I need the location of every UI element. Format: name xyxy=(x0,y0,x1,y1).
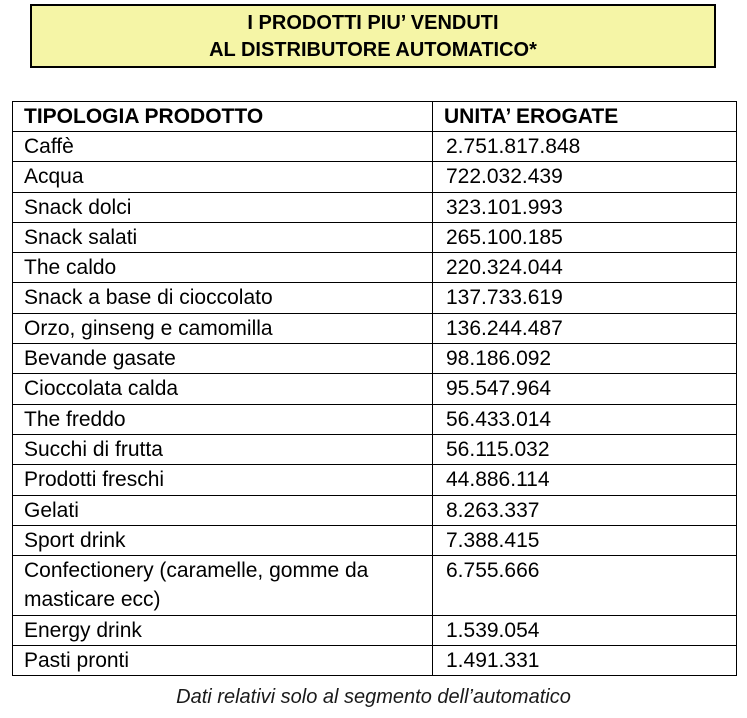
product-cell: Pasti pronti xyxy=(13,646,433,676)
table-row xyxy=(13,283,737,313)
table-row xyxy=(13,344,737,374)
table-row xyxy=(13,465,737,495)
table-body xyxy=(13,132,737,676)
product-cell: Snack a base di cioccolato xyxy=(13,283,433,313)
units-cell: 722.032.439 xyxy=(433,162,737,192)
footnote: Dati relativi solo al segmento dell’automatico xyxy=(176,686,571,708)
units-cell: 137.733.619 xyxy=(433,283,737,313)
product-cell: Prodotti freschi xyxy=(13,465,433,495)
table-row xyxy=(13,162,737,192)
product-cell: Succhi di frutta xyxy=(13,434,433,464)
units-cell: 220.324.044 xyxy=(433,253,737,283)
units-cell: 98.186.092 xyxy=(433,344,737,374)
table-row xyxy=(13,313,737,343)
units-cell: 1.539.054 xyxy=(433,615,737,645)
units-cell: 6.755.666 xyxy=(433,556,737,616)
table-row xyxy=(13,404,737,434)
title-box xyxy=(30,4,716,68)
units-cell: 56.115.032 xyxy=(433,434,737,464)
table-row xyxy=(13,132,737,162)
product-cell: Confectionery (caramelle, gomme da masticare ecc) xyxy=(13,556,433,616)
header-product-type: TIPOLOGIA PRODOTTO xyxy=(13,102,433,132)
units-cell: 44.886.114 xyxy=(433,465,737,495)
product-cell: The caldo xyxy=(13,253,433,283)
product-cell: Snack salati xyxy=(13,222,433,252)
table-row xyxy=(13,495,737,525)
product-cell: Caffè xyxy=(13,132,433,162)
table-header-row xyxy=(13,102,737,132)
product-cell: The freddo xyxy=(13,404,433,434)
units-cell: 1.491.331 xyxy=(433,646,737,676)
units-cell: 56.433.014 xyxy=(433,404,737,434)
table-row xyxy=(13,646,737,676)
product-cell: Bevande gasate xyxy=(13,344,433,374)
table-row xyxy=(13,222,737,252)
units-cell: 323.101.993 xyxy=(433,192,737,222)
product-cell: Acqua xyxy=(13,162,433,192)
table-row xyxy=(13,556,737,616)
units-cell: 265.100.185 xyxy=(433,222,737,252)
product-cell: Gelati xyxy=(13,495,433,525)
units-cell: 2.751.817.848 xyxy=(433,132,737,162)
product-cell: Sport drink xyxy=(13,525,433,555)
table-row xyxy=(13,615,737,645)
table-row xyxy=(13,192,737,222)
units-cell: 136.244.487 xyxy=(433,313,737,343)
title-line-2: AL DISTRIBUTORE AUTOMATICO* xyxy=(209,39,537,61)
product-cell: Cioccolata calda xyxy=(13,374,433,404)
product-cell: Snack dolci xyxy=(13,192,433,222)
table-row xyxy=(13,525,737,555)
table-row xyxy=(13,374,737,404)
units-cell: 7.388.415 xyxy=(433,525,737,555)
product-cell: Energy drink xyxy=(13,615,433,645)
product-cell: Orzo, ginseng e camomilla xyxy=(13,313,433,343)
table-row xyxy=(13,253,737,283)
products-table xyxy=(12,101,737,676)
units-cell: 8.263.337 xyxy=(433,495,737,525)
header-units-dispensed: UNITA’ EROGATE xyxy=(433,102,737,132)
title-line-1: I PRODOTTI PIU’ VENDUTI xyxy=(247,12,499,34)
units-cell: 95.547.964 xyxy=(433,374,737,404)
table-row xyxy=(13,434,737,464)
